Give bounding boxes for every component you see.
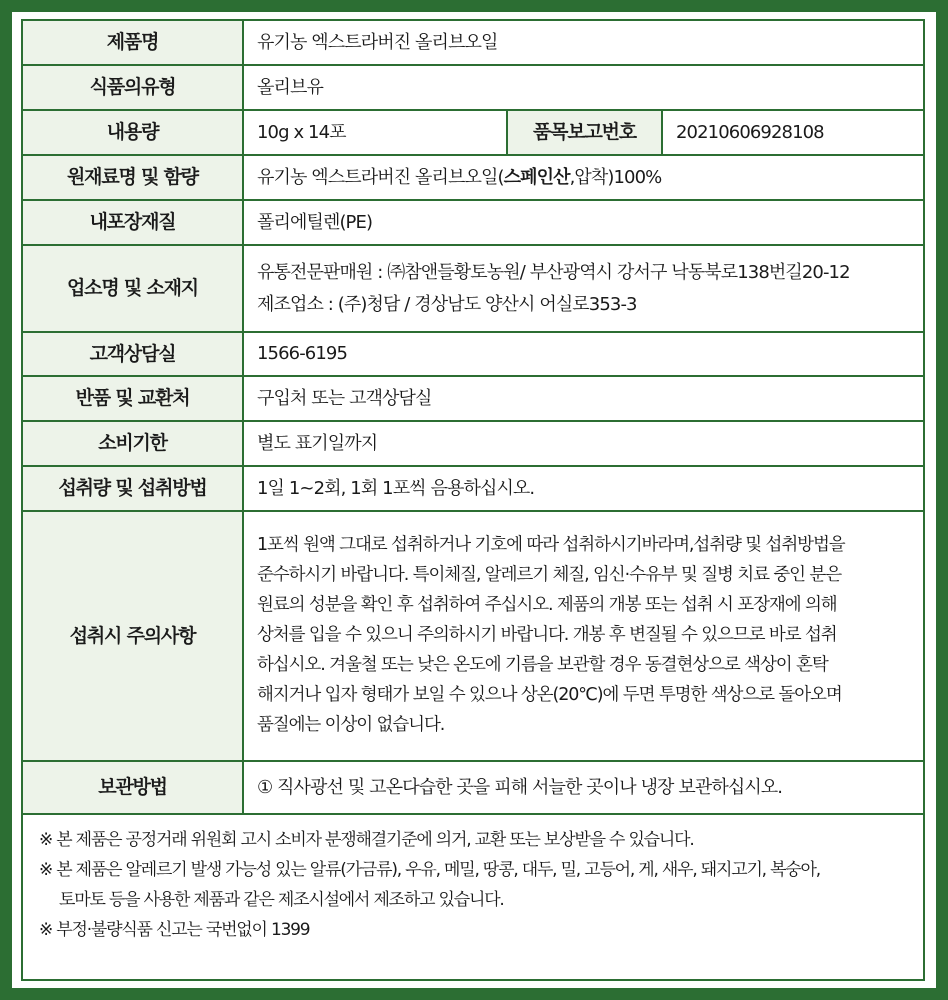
caution-line: 상처를 입을 수 있으니 주의하시기 바랍니다. 개봉 후 변질될 수 있으므로 바로 섭취 [257, 625, 837, 645]
caution-line: 원료의 성분을 확인 후 섭취하여 주십시오. 제품의 개봉 또는 섭취 시 포장재에 의해 [257, 595, 837, 615]
notice-exchange: ※ 본 제품은 공정거래 위원회 고시 소비자 분쟁해결기준에 의거, 교환 또는 보상받을 수 있습니다. [39, 830, 694, 850]
caution-line: 하십시오. 겨울철 또는 낮은 온도에 기름을 보관할 경우 동결현상으로 색상이 혼탁 [257, 655, 828, 675]
table-row [23, 421, 923, 466]
caution-value [243, 511, 923, 761]
product-name-value: 유기농 엑스트라버진 올리브오일 [243, 21, 923, 65]
product-name-label: 제품명 [23, 21, 243, 65]
origin-country: 스페인산 [503, 166, 570, 188]
content-label: 내용량 [23, 110, 243, 155]
table-row [23, 761, 923, 814]
report-number-value: 20210606928108 [662, 110, 923, 155]
customer-service-label: 고객상담실 [23, 332, 243, 376]
expiry-label: 소비기한 [23, 421, 243, 466]
packaging-value: 폴리에틸렌(PE) [243, 200, 923, 245]
manufacturer-line: 제조업소 : (주)청담 / 경상남도 양산시 어실로353-3 [257, 293, 637, 315]
caution-line: 준수하시기 바랍니다. 특이체질, 알레르기 체질, 임신·수유부 및 질병 치료 중인 분은 [257, 565, 842, 585]
ingredients-text-end: ,압착)100% [569, 166, 662, 188]
food-type-value: 올리브유 [243, 65, 923, 110]
intake-value: 1일 1~2회, 1회 1포씩 음용하십시오. [243, 466, 923, 511]
product-info-panel [21, 19, 925, 981]
table-row [23, 65, 923, 110]
company-label: 업소명 및 소재지 [23, 245, 243, 332]
intake-label: 섭취량 및 섭취방법 [23, 466, 243, 511]
distributor-line: 유통전문판매원 : ㈜참앤들황토농원/ 부산광역시 강서구 낙동북로138번길20-12 [257, 261, 850, 283]
content-value: 10g x 14포 [243, 110, 507, 155]
food-type-label: 식품의유형 [23, 65, 243, 110]
expiry-value: 별도 표기일까지 [243, 421, 923, 466]
ingredients-value [243, 155, 923, 200]
notice-section [23, 815, 923, 945]
table-row [23, 511, 923, 761]
notice-allergy-continued: 토마토 등을 사용한 제품과 같은 제조시설에서 제조하고 있습니다. [59, 890, 504, 910]
table-row [23, 21, 923, 65]
storage-label: 보관방법 [23, 761, 243, 814]
report-number-label: 품목보고번호 [507, 110, 662, 155]
table-row [23, 376, 923, 421]
product-info-table [23, 21, 923, 815]
company-value [243, 245, 923, 332]
storage-value: ① 직사광선 및 고온다습한 곳을 피해 서늘한 곳이나 냉장 보관하십시오. [243, 761, 923, 814]
table-row [23, 466, 923, 511]
customer-service-value: 1566-6195 [243, 332, 923, 376]
table-row [23, 155, 923, 200]
table-row [23, 245, 923, 332]
caution-line: 1포씩 원액 그대로 섭취하거나 기호에 따라 섭취하시기바라며,섭취량 및 섭취방법을 [257, 535, 845, 555]
returns-label: 반품 및 교환처 [23, 376, 243, 421]
notice-allergy: ※ 본 제품은 알레르기 발생 가능성 있는 알류(가금류), 우유, 메밀, 땅콩, 대두, 밀, 고등어, 게, 새우, 돼지고기, 복숭아, [39, 860, 820, 880]
returns-value: 구입처 또는 고객상담실 [243, 376, 923, 421]
caution-line: 품질에는 이상이 없습니다. [257, 715, 445, 735]
caution-label: 섭취시 주의사항 [23, 511, 243, 761]
ingredients-text: 유기농 엑스트라버진 올리브오일( [257, 166, 504, 188]
notice-report-hotline: ※ 부정·불량식품 신고는 국번없이 1399 [39, 920, 310, 940]
table-row [23, 200, 923, 245]
packaging-label: 내포장재질 [23, 200, 243, 245]
ingredients-label: 원재료명 및 함량 [23, 155, 243, 200]
table-row [23, 332, 923, 376]
caution-line: 해지거나 입자 형태가 보일 수 있으나 상온(20℃)에 두면 투명한 색상으로 돌아오며 [257, 685, 842, 705]
table-row [23, 110, 923, 155]
